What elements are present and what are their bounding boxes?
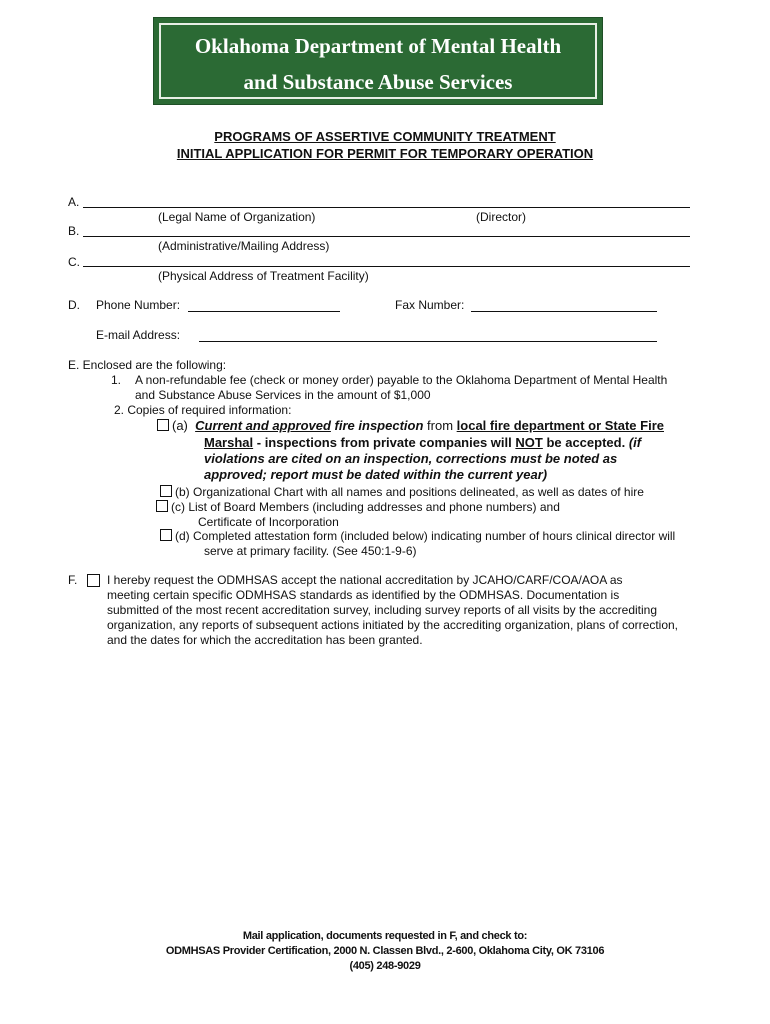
field-d-label: D. xyxy=(68,298,80,312)
section-e-heading: E. Enclosed are the following: xyxy=(68,358,227,372)
fire-inspection-text: fire inspection xyxy=(334,418,424,433)
from-text: from xyxy=(427,418,454,433)
fire-inspection-line-2 xyxy=(204,435,641,450)
fire-inspection-line-4: approved; report must be dated within the current year) xyxy=(204,467,548,482)
if-text: (if xyxy=(628,435,642,450)
board-members-text-line-2: Certificate of Incorporation xyxy=(198,515,339,529)
fire-inspection-line-3: violations are cited on an inspection, corrections must be noted as xyxy=(204,451,618,466)
section-f-line-2: meeting certain specific ODMHSAS standards as identified by the ODMHSAS. Documentation is xyxy=(107,588,620,602)
physical-address-caption: (Physical Address of Treatment Facility) xyxy=(158,269,369,283)
email-field[interactable] xyxy=(199,341,657,342)
form-title-line-1: PROGRAMS OF ASSERTIVE COMMUNITY TREATMENT xyxy=(214,129,556,144)
field-c-label: C. xyxy=(68,255,80,269)
accreditation-checkbox[interactable] xyxy=(87,574,100,587)
board-members-checkbox[interactable] xyxy=(156,500,168,512)
item-a-prefix: (a) xyxy=(172,418,188,433)
form-title-line-2: INITIAL APPLICATION FOR PERMIT FOR TEMPORARY OPERATION xyxy=(176,146,594,161)
marshal-text: Marshal xyxy=(204,435,254,450)
fire-inspection-item xyxy=(157,418,664,433)
mailing-address-caption: (Administrative/Mailing Address) xyxy=(158,239,330,253)
legal-name-field[interactable] xyxy=(83,207,690,208)
fire-inspection-checkbox[interactable] xyxy=(157,419,169,431)
attestation-checkbox[interactable] xyxy=(160,529,172,541)
footer-line-2: ODMHSAS Provider Certification, 2000 N. Classen Blvd., 2-600, Oklahoma City, OK 73106 xyxy=(165,945,605,957)
current-approved-text: Current and approved xyxy=(195,418,331,433)
section-f-line-4: organization, any reports of subsequent actions initiated by the accrediting organization, plans of correction, xyxy=(107,618,679,632)
attestation-item xyxy=(160,529,675,543)
item-2-text: 2. Copies of required information: xyxy=(114,403,292,417)
phone-label: Phone Number: xyxy=(96,298,181,312)
email-label: E-mail Address: xyxy=(96,328,181,342)
physical-address-field[interactable] xyxy=(83,266,690,267)
accepted-text: be accepted. xyxy=(542,435,626,450)
field-a-label: A. xyxy=(68,195,80,209)
logo-frame xyxy=(159,23,597,99)
private-companies-text: - inspections from private companies will xyxy=(253,435,516,450)
phone-field[interactable] xyxy=(188,311,340,312)
not-text: NOT xyxy=(515,435,543,450)
legal-name-caption: (Legal Name of Organization) xyxy=(158,210,316,224)
board-members-text: (c) List of Board Members (including addresses and phone numbers) and xyxy=(171,500,560,514)
logo-line-1: Oklahoma Department of Mental Health xyxy=(194,34,562,58)
section-f-line-1: I hereby request the ODMHSAS accept the national accreditation by JCAHO/CARF/COA/AOA as xyxy=(107,573,623,587)
attestation-text: (d) Completed attestation form (included below) indicating number of hours clinical director will xyxy=(175,529,676,543)
org-chart-text: (b) Organizational Chart with all names and positions delineated, as well as dates of hire xyxy=(175,485,644,499)
logo-line-2: and Substance Abuse Services xyxy=(243,70,513,94)
director-caption: (Director) xyxy=(476,210,526,224)
board-members-item xyxy=(156,500,560,514)
item-1-text-line-1: A non-refundable fee (check or money order) payable to the Oklahoma Department of Mental Health xyxy=(135,373,668,387)
fax-field[interactable] xyxy=(471,311,657,312)
mailing-address-field[interactable] xyxy=(83,236,690,237)
footer-line-3: (405) 248-9029 xyxy=(349,960,421,972)
org-chart-checkbox[interactable] xyxy=(160,485,172,497)
local-fire-dept-text: local fire department or State Fire xyxy=(456,418,664,433)
org-chart-item xyxy=(160,485,644,499)
agency-logo xyxy=(153,17,603,105)
section-f-line-5: and the dates for which the accreditation has been granted. xyxy=(107,633,423,647)
field-b-label: B. xyxy=(68,224,80,238)
section-f-line-3: submitted of the most recent accreditation survey, including survey reports of all visits by the accrediting xyxy=(107,603,658,617)
fax-label: Fax Number: xyxy=(395,298,465,312)
item-1-text-line-2: and Substance Abuse Services in the amount of $1,000 xyxy=(135,388,431,402)
footer-line-1: Mail application, documents requested in F, and check to: xyxy=(242,930,528,942)
section-f-label: F. xyxy=(68,573,78,587)
attestation-text-line-2: serve at primary facility. (See 450:1-9-6) xyxy=(204,544,417,558)
item-1-number: 1. xyxy=(111,373,122,387)
